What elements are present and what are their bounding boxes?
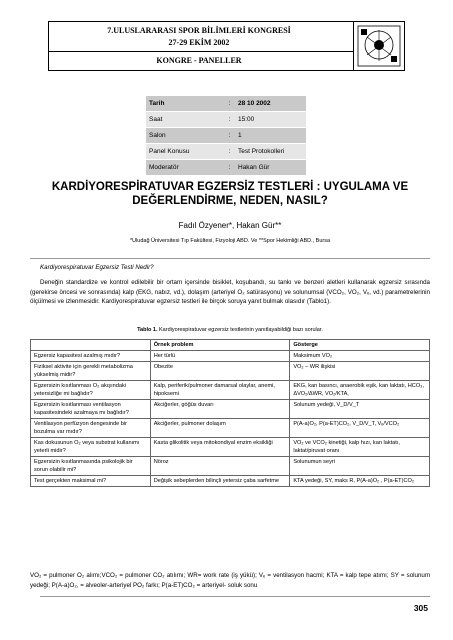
article-title-line: DEĞERLENDİRME, NEDEN, NASIL?	[132, 195, 328, 207]
table-cell: Egzersiz kapasitesi azalmış mıdır?	[31, 351, 151, 362]
section-divider	[30, 258, 430, 259]
table-cell: Her türlü	[150, 351, 290, 362]
table-header-cell: Gösterge	[290, 340, 430, 351]
table-header-cell	[31, 340, 151, 351]
session-info-row	[146, 128, 306, 144]
table-cell: Kasta glikolitik veya mitokondiyal enzim eksikliği	[150, 438, 290, 457]
table-cell: Egzersizin kısıtlanması O₂ akışındaki yetersizliğe mi bağlıdır?	[31, 381, 151, 400]
table-cell: Solunumun seyri	[290, 457, 430, 476]
table-cell: Kalp, periferik/pulmoner damarsal olaylar, anemi, hipoksemi	[150, 381, 290, 400]
intro-paragraph: Deneğin standardize ve kontrol edilebilir bir ortam içersinde bisiklet, koşubandı, su tankı ve benzeri aletleri kullanarak egzersiz sırasında (gerekirse öncesi ve sonrasında) kalp (EKG, nabız, vd.), dolaşım (arteriyel O₂ satürasyonu) ve solunumsal (VCO₂, VO₂, Vₑ, vd.) parametrelerinin ölçülmesi ve izlenmesidir. Kardiyorespiratuvar egzersiz testleri ile birçok soruya yanıt bulmak olasıdır (Tablo1).	[30, 279, 430, 305]
table-caption-label: Tablo 1.	[137, 327, 158, 333]
session-info-key: Salon	[149, 132, 166, 139]
article-authors: Fadıl Özyener*, Hakan Gür**	[178, 221, 282, 230]
table-cell: P(A-a)O₂, P(a-ET)CO₂, V_D/V_T, Vₑ/VCO₂	[290, 419, 430, 438]
session-info-row	[146, 96, 306, 112]
session-info-sep: :	[228, 148, 231, 155]
table-cell: EKG, kan basıncı, anaerobik eşik, kan laktatı, HCO₃, ΔVO₂/ΔWR, VO₂/KTA,	[290, 381, 430, 400]
table-cell: Egzersizin kısıtlanması ventilasyon kapasitesindeki azalmaya mı bağlıdır?	[31, 400, 151, 419]
table-row	[31, 362, 430, 381]
table-row	[31, 438, 430, 457]
session-info-key: Saat	[149, 116, 163, 123]
table-cell: Maksimum VO₂	[290, 351, 430, 362]
table-cell: Fiziksel aktivite için gerekli metabolizma yükselmiş midir?	[31, 362, 151, 381]
session-info-key: Moderatör	[149, 164, 179, 171]
page-number: 305	[413, 603, 428, 613]
table-row	[31, 400, 430, 419]
session-info	[146, 96, 306, 176]
session-info-value: 15:00	[238, 116, 255, 123]
table-row	[31, 476, 430, 487]
table-cell: Obezite	[150, 362, 290, 381]
session-info-row	[146, 112, 306, 128]
congress-title: 7.ULUSLARARASI SPOR BİLİMLERİ KONGRESİ	[107, 26, 291, 35]
session-info-row	[146, 144, 306, 160]
table-cell: Nöroz	[150, 457, 290, 476]
table-cell: VO₂ – WR ilişkisi	[290, 362, 430, 381]
session-info-sep: :	[228, 164, 231, 171]
session-info-row	[146, 160, 306, 176]
session-info-value: 28 10 2002	[238, 100, 271, 107]
article-affiliation: *Uludağ Üniversitesi Tıp Fakültesi, Fizyoloji ABD. Ve **Spor Hekimliği ABD., Bursa	[129, 238, 331, 244]
header-vertical-divider	[353, 22, 354, 70]
session-info-key: Panel Konusu	[149, 148, 190, 155]
congress-logo-icon	[357, 25, 401, 67]
section-subheading: Kardiyorespiratuvar Egzersiz Testi Nedir?	[40, 264, 154, 271]
table-row	[31, 419, 430, 438]
table-cell: Kas dokusunun O₂ veya substrat kullanımı yeterli midir?	[31, 438, 151, 457]
table-cell: Değişik sebeplerden bilinçli yetersiz çaba sarfetme	[150, 476, 290, 487]
questions-table	[30, 339, 430, 487]
table-cell: Solunum yedeği, V_D/V_T	[290, 400, 430, 419]
table-cell: Egzersizin kısıtlanmasında psikolojik bir sorun olabilir mi?	[31, 457, 151, 476]
table-header-row	[31, 340, 430, 351]
table-cell: Akciğerler, pulmoner dolaşım	[150, 419, 290, 438]
table-row	[31, 457, 430, 476]
article-title	[30, 180, 430, 208]
session-info-value: 1	[238, 132, 242, 139]
session-info-sep: :	[228, 100, 231, 107]
table-cell: KTA yedeği, SY, maks R, P(A-a)O₂ , P(a-ET)CO₂	[290, 476, 430, 487]
session-info-key: Tarih	[149, 100, 165, 107]
header-divider	[49, 51, 353, 52]
table-cell: Test gerçekten maksimal mi?	[31, 476, 151, 487]
congress-dates: 27-29 EKİM 2002	[168, 38, 230, 47]
session-info-sep: :	[228, 132, 231, 139]
footer-divider	[40, 596, 430, 597]
abbreviation-footnote: VO₂ = pulmoner O₂ alımı;VCO₂ = pulmoner CO₂ atılımı; WR= work rate (iş yükü); Vₑ = ventilasyon hacmi; KTA = kalp tepe atımı; SY = solunum yedeği; P(A-a)O₂, = alveoler-arteriyel PO₂ farkı; P(a-ET)CO₂ = arteriyel- soluk sonu	[30, 572, 430, 589]
session-info-sep: :	[228, 116, 231, 123]
article-title-line: KARDİYORESPİRATUVAR EGZERSİZ TESTLERİ : UYGULAMA VE	[51, 181, 409, 193]
table-cell: Ventilasyon perfüzyon dengesinde bir bozulma var mıdır?	[31, 419, 151, 438]
session-info-value: Test Protokolleri	[238, 148, 285, 155]
section-label: KONGRE - PANELLER	[156, 56, 242, 65]
table-caption	[30, 327, 430, 333]
table-caption-text: Kardiyorespiratuvar egzersiz testlerinin yanıtlayabildiği bazı sorular.	[157, 327, 323, 333]
table-row	[31, 381, 430, 400]
table-cell: VO₂ ve VCO₂ kinetiği, kalp hızı, kan laktatı, laktat/piruvat oranı	[290, 438, 430, 457]
session-info-value: Hakan Gür	[238, 164, 270, 171]
table-header-cell: Örnek problem	[150, 340, 290, 351]
table-cell: Akciğerler, göğüs duvarı	[150, 400, 290, 419]
table-row	[31, 351, 430, 362]
congress-header	[48, 21, 405, 71]
